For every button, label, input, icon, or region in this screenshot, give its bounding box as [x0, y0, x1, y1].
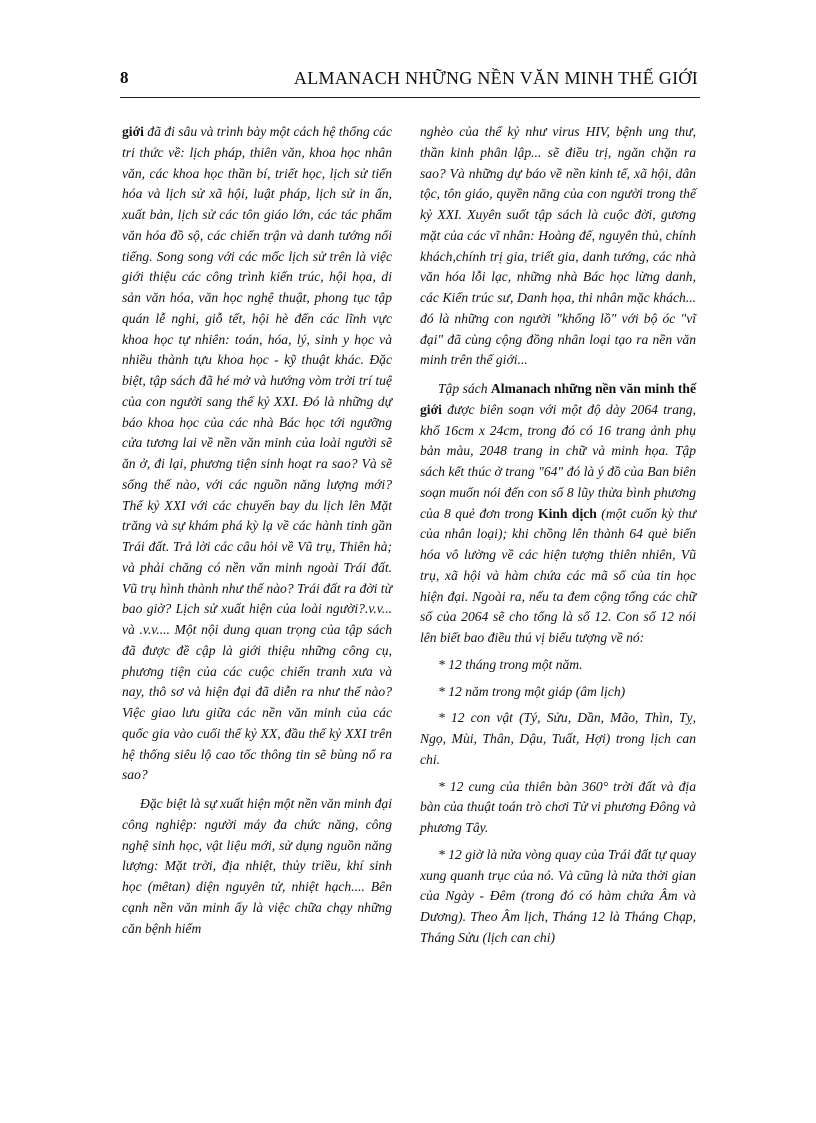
kinh-dich-title: Kinh dịch — [538, 505, 597, 521]
paragraph-text: đã đi sâu và trình bày một cách hệ thống các tri thức về: lịch pháp, thiên văn, khoa học nhân văn, các khoa học thần bí, triết học, lịch sử tiến hóa và lịch sử xã hội, luật pháp, lịch sử in ấn, xuất bản, lịch sử các tôn giáo lớn, các tác phẩm văn hóa đồ sộ, các chiến trận và danh tướng nổi tiếng. Song song với các mốc lịch sử trên là việc giới thiệu các công trình kiến trúc, hội họa, di sản văn hóa, văn học nghệ thuật, phong tục tập quán lễ nghi, giỗ tết, hội hè đến các lĩnh vực khoa học tự nhiên: toán, hóa, lý, sinh y học và nhiều thành tựu khoa học - kỹ thuật khác. Đặc biệt, tập sách đã hé mở và hướng vòm trời trí tuệ của con người sang thế kỷ XXI. Đó là những dự báo khoa học của các nhà Bác học tới ngưỡng cửa tương lai về nền văn minh của loài người sẽ ăn ở, đi lại, phương tiện sinh hoạt ra sao? Và sẽ sống thế nào, với các nguồn năng lượng mới? Thế kỷ XXI với các chuyến bay du lịch lên Mặt trăng và sự khám phá kỳ lạ về các hành tinh gần Trái đất. Trả lời các câu hỏi về Vũ trụ, Thiên hà; và phải chăng có nền văn minh ngoài Trái đất. Vũ trụ hình thành như thế nào? Trái đất ra đời từ bao giờ? Lịch sử xuất hiện của loài người?.v.v... và .v.v.... Một nội dung quan trọng của tập sách đã được đề cập là giới thiệu những công cụ, phương tiện của các cuộc chiến tranh xưa và nay, thô sơ và hiện đại đã diễn ra như thế nào? Việc giao lưu giữa các nền văn minh của các quốc gia vào cuối thế kỷ XX, đầu thế kỷ XXI trên hệ thống siêu lộ cao tốc thông tin sẽ bùng nổ ra sao? — [122, 124, 392, 783]
left-column — [122, 122, 392, 939]
page-number: 8 — [120, 68, 129, 87]
paragraph: Tập sách Almanach những nền văn minh thế giới được biên soạn với một độ dày 2064 trang, khổ 16cm x 24cm, trong đó có 16 trang ảnh phụ bản màu, 2048 trang in chữ và minh họa. Tập sách kết thúc ở trang "64" đó là ý đồ của Ban biên soạn muốn nói đến con số 8 lũy thừa bình phương của 8 quẻ đơn trong Kinh dịch (một cuốn kỳ thư của nhân loại); khi chồng lên thành 64 quẻ biến hóa vô lường về các hiện tượng thiên nhiên, Vũ trụ, xã hội và hàm chứa các mã số của tin học hiện đại. Ngoài ra, nếu ta đem cộng tổng các chữ số của 2064 sẽ cho tổng là số 12. Con số 12 nói lên biết bao điều thú vị biểu tượng về nó: — [420, 381, 696, 645]
paragraph: nghèo của thế kỷ như virus HIV, bệnh ung thư, thần kinh phân lập... sẽ điều trị, ngăn chặn ra sao? Và những dự báo về nền kinh tế, xã hội, dân tộc, tôn giáo, quyền năng của con người trong thế kỷ XXI. Xuyên suốt tập sách là cuộc đời, gương mặt của các vĩ nhân: Hoàng đế, nguyên thủ, chính khách,chính trị gia, triết gia, danh tướng, các nhà văn hóa lỗi lạc, những nhà Bác học lừng danh, các Kiến trúc sư, Danh họa, thi nhân mặc khách... đó là những con người "khổng lồ" với bộ óc "vĩ đại" đã cùng cộng đồng nhân loại tạo ra nền văn minh trên thế giới... — [420, 124, 696, 368]
paragraph: Đặc biệt là sự xuất hiện một nền văn minh đại công nghiệp: người máy đa chức năng, công nghệ sinh học, vật liệu mới, sử dụng nguồn năng lượng: Mặt trời, địa nhiệt, thủy triều, khí sinh học (mêtan) diện nguyên tử, nhiệt hạch.... Bên cạnh nền văn minh ấy là việc chữa chạy những căn bệnh hiểm — [122, 796, 392, 936]
book-title: Almanach những nền văn minh thế giới — [420, 381, 696, 417]
list-item: * 12 năm trong một giáp (âm lịch) — [438, 683, 626, 699]
bold-lead-word: giới — [122, 124, 144, 139]
list-item: * 12 tháng trong một năm. — [438, 656, 583, 672]
page-header — [120, 68, 698, 98]
right-column — [420, 122, 696, 949]
paragraph — [122, 122, 392, 786]
list-item: * 12 con vật (Tý, Sửu, Dần, Mão, Thìn, Tỵ, Ngọ, Mùi, Thân, Dậu, Tuất, Hợi) trong lịch can chi. — [420, 710, 696, 767]
list-item: * 12 giờ là nửa vòng quay của Trái đất tự quay xung quanh trục của nó. Và cũng là nửa thời gian của Ngày - Đêm (trong đó có hàm chứa Âm và Dương). Theo Âm lịch, Tháng 12 là Tháng Chạp, Tháng Sửu (lịch can chi) — [420, 846, 696, 945]
header-divider — [120, 97, 700, 98]
list-item: * 12 cung của thiên bàn 360° trời đất và địa bàn của thuật toán trò chơi Tử vi phương Đông và phương Tây. — [420, 778, 696, 835]
running-title: ALMANACH NHỮNG NỀN VĂN MINH THẾ GIỚI — [293, 68, 698, 88]
